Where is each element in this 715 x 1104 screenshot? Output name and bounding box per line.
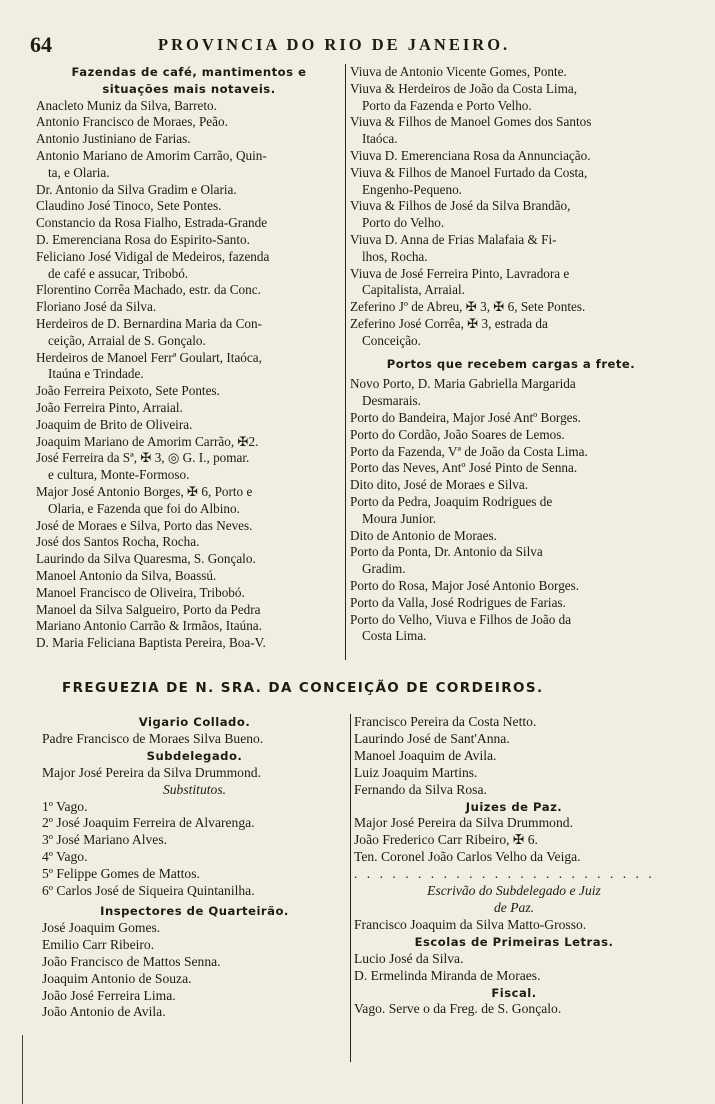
fazenda-line: José de Moraes e Silva, Porto das Neves. xyxy=(36,517,253,533)
substitutos-list xyxy=(42,799,347,900)
viuva-line: Viuva D. Emerenciana Rosa da Annunciação. xyxy=(350,147,591,163)
fazenda-line: Dr. Antonio da Silva Gradim e Olaria. xyxy=(36,181,237,197)
viuva-line: Porto da Fazenda e Porto Velho. xyxy=(362,97,532,113)
fazenda-line: e cultura, Monte-Formoso. xyxy=(48,467,190,483)
fazenda-line: Feliciano José Vidigal de Medeiros, fazenda xyxy=(36,248,270,264)
running-title: PROVINCIA DO RIO DE JANEIRO. xyxy=(158,35,511,54)
substituto-line: 5º Felippe Gomes de Mattos. xyxy=(42,866,200,882)
fazenda-line: Mariano Antonio Carrão & Irmãos, Itaúna. xyxy=(36,618,262,634)
viuva-line: Viuva de José Ferreira Pinto, Lavradora e xyxy=(350,265,570,281)
escolas-list xyxy=(354,951,674,985)
viuva-line: Viuva & Filhos de Manoel Gomes dos Santos xyxy=(350,114,592,130)
inspector-line: Fernando da Silva Rosa. xyxy=(354,781,487,797)
column-rule-bottom xyxy=(350,714,351,1062)
fazenda-line: Manoel da Silva Salgueiro, Porto da Pedra xyxy=(36,601,261,617)
fazenda-line: ceição, Arraial de S. Gonçalo. xyxy=(48,332,206,348)
fazenda-line: José dos Santos Rocha, Rocha. xyxy=(36,534,200,550)
fazenda-line: Antonio Francisco de Moraes, Peão. xyxy=(36,114,228,130)
fazenda-line: de café e assucar, Tribobó. xyxy=(48,265,189,281)
fazendas-list xyxy=(36,98,342,652)
viuva-line: Viuva de Antonio Vicente Gomes, Ponte. xyxy=(350,64,567,79)
dotted-separator: . . . . . . . . . . . . . . . . . . . . . . . . xyxy=(354,866,655,882)
fazenda-line: Manoel Antonio da Silva, Boassú. xyxy=(36,567,217,583)
fazenda-line: Floriano José da Silva. xyxy=(36,299,157,315)
viuva-line: Conceição. xyxy=(362,332,421,348)
viuva-line: Viuva D. Anna de Frias Malafaia & Fi- xyxy=(350,231,557,247)
heading-vigario: Vigario Collado. xyxy=(138,715,251,729)
fazenda-line: Herdeiros de D. Bernardina Maria da Con- xyxy=(36,315,262,331)
viuva-line: Viuva & Filhos de Manoel Furtado da Costa, xyxy=(350,164,588,180)
fazenda-line: D. Emerenciana Rosa do Espirito-Santo. xyxy=(36,231,250,247)
fazenda-line: Constancio da Rosa Fialho, Estrada-Grande xyxy=(36,215,268,231)
substituto-line: 2º José Joaquim Ferreira de Alvarenga. xyxy=(42,815,255,831)
section-title-freguezia: FREGUEZIA DE N. SRA. DA CONCEIÇÃO DE CORDEIROS. xyxy=(62,680,544,696)
fazenda-line: Joaquim de Brito de Oliveira. xyxy=(36,416,193,432)
fazenda-line: Claudino José Tinoco, Sete Pontes. xyxy=(36,198,222,214)
fazenda-line: José Ferreira da Sª, ✠ 3, ◎ G. I., pomar. xyxy=(36,450,250,466)
fazenda-line: D. Maria Feliciana Baptista Pereira, Boa-V. xyxy=(36,635,266,651)
porto-line: Moura Junior. xyxy=(362,510,436,526)
binding-edge xyxy=(0,1035,23,1104)
porto-line: Gradim. xyxy=(362,561,406,577)
fazenda-line: Florentino Corrêa Machado, estr. da Conc. xyxy=(36,282,261,298)
inspectores-continued-list xyxy=(354,714,674,799)
page-header xyxy=(30,32,690,58)
column-right-top xyxy=(350,64,672,645)
subdelegado-name: Major José Pereira da Silva Drummond. xyxy=(42,764,261,780)
heading-juizes: Juizes de Paz. xyxy=(465,799,563,814)
juiz-line: Ten. Coronel João Carlos Velho da Veiga. xyxy=(354,849,581,865)
column-left-top xyxy=(36,64,342,652)
heading-subdelegado: Subdelegado. xyxy=(146,748,243,763)
viuva-line: Zeferino José Corrêa, ✠ 3, estrada da xyxy=(350,315,548,331)
column-right-bottom xyxy=(354,714,674,1018)
portos-list xyxy=(350,376,672,645)
fazenda-line: Itaúna e Trindade. xyxy=(48,366,144,382)
heading-fazendas-line2: situações mais notaveis. xyxy=(102,81,276,96)
heading-fazendas-line1: Fazendas de café, mantimentos e xyxy=(71,65,307,79)
inspector-line: Francisco Pereira da Costa Netto. xyxy=(354,714,537,729)
viuva-line: Itaóca. xyxy=(362,131,398,147)
inspector-line: Luiz Joaquim Martins. xyxy=(354,764,478,780)
fazenda-line: Herdeiros de Manoel Ferrª Goulart, Itaóca, xyxy=(36,349,262,365)
viuva-line: Porto do Velho. xyxy=(362,215,445,231)
porto-line: Costa Lima. xyxy=(362,628,427,644)
substituto-line: 1º Vago. xyxy=(42,798,88,814)
fazenda-line: Anacleto Muniz da Silva, Barreto. xyxy=(36,97,217,113)
heading-escolas: Escolas de Primeiras Letras. xyxy=(414,934,614,949)
escola-line: Lucio José da Silva. xyxy=(354,950,464,966)
fiscal-text: Vago. Serve o da Freg. de S. Gonçalo. xyxy=(354,1001,562,1017)
fazenda-line: Olaria, e Fazenda que foi do Albino. xyxy=(48,500,240,516)
porto-line: Desmarais. xyxy=(362,393,421,409)
column-rule-top xyxy=(345,64,346,660)
inspector-line: José Joaquim Gomes. xyxy=(42,919,161,935)
inspector-line: João Antonio de Avila. xyxy=(42,1004,166,1020)
porto-line: Porto da Fazenda, Vª de João da Costa Lima. xyxy=(350,443,588,459)
page-number: 64 xyxy=(30,32,52,57)
fazenda-line: Major José Antonio Borges, ✠ 6, Porto e xyxy=(36,483,253,499)
porto-line: Porto da Ponta, Dr. Antonio da Silva xyxy=(350,544,543,560)
viuva-line: Viuva & Filhos de José da Silva Brandão, xyxy=(350,198,571,214)
heading-substitutos: Substitutos. xyxy=(162,781,227,797)
juizes-list xyxy=(354,815,674,866)
heading-escrivao-line1: Escrivão do Subdelegado e Juiz xyxy=(427,883,601,899)
porto-line: Porto do Rosa, Major José Antonio Borges. xyxy=(350,577,580,593)
column-left-bottom xyxy=(42,714,347,1021)
fazenda-line: Manoel Francisco de Oliveira, Tribobó. xyxy=(36,584,245,600)
inspector-line: Manoel Joaquim de Avila. xyxy=(354,747,497,763)
fazenda-line: Antonio Justiniano de Farias. xyxy=(36,131,191,147)
viuva-line: Capitalista, Arraial. xyxy=(362,282,465,298)
fazenda-line: Antonio Mariano de Amorim Carrão, Quin- xyxy=(36,147,267,163)
porto-line: Novo Porto, D. Maria Gabriella Margarida xyxy=(350,376,576,392)
viuva-line: lhos, Rocha. xyxy=(362,248,428,264)
inspector-line: Emilio Carr Ribeiro. xyxy=(42,936,155,952)
fazenda-line: João Ferreira Peixoto, Sete Pontes. xyxy=(36,383,220,399)
fazenda-line: João Ferreira Pinto, Arraial. xyxy=(36,399,183,415)
escola-line: D. Ermelinda Miranda de Moraes. xyxy=(354,967,541,983)
viuva-line: Zeferino Jº de Abreu, ✠ 3, ✠ 6, Sete Pontes. xyxy=(350,299,586,315)
escrivao-name: Francisco Joaquim da Silva Matto-Grosso. xyxy=(354,916,587,932)
juiz-line: Major José Pereira da Silva Drummond. xyxy=(354,815,573,831)
fazenda-line: Joaquim Mariano de Amorim Carrão, ✠2. xyxy=(36,433,259,449)
heading-portos: Portos que recebem cargas a frete. xyxy=(386,356,636,371)
vigario-name: Padre Francisco de Moraes Silva Bueno. xyxy=(42,730,264,746)
porto-line: Porto do Bandeira, Major José Antº Borges. xyxy=(350,409,581,425)
fazenda-line: ta, e Olaria. xyxy=(48,164,110,180)
viuvas-list xyxy=(350,64,672,350)
porto-line: Porto da Pedra, Joaquim Rodrigues de xyxy=(350,493,553,509)
viuva-line: Viuva & Herdeiros de João da Costa Lima, xyxy=(350,80,578,96)
fazenda-line: Laurindo da Silva Quaresma, S. Gonçalo. xyxy=(36,551,256,567)
porto-line: Porto da Valla, José Rodrigues de Farias. xyxy=(350,594,566,610)
inspector-line: Joaquim Antonio de Souza. xyxy=(42,970,192,986)
porto-line: Dito de Antonio de Moraes. xyxy=(350,527,497,543)
porto-line: Porto do Velho, Viuva e Filhos de João da xyxy=(350,611,572,627)
inspector-line: Laurindo José de Sant'Anna. xyxy=(354,730,510,746)
juiz-line: João Frederico Carr Ribeiro, ✠ 6. xyxy=(354,832,538,848)
porto-line: Porto do Cordão, João Soares de Lemos. xyxy=(350,426,565,442)
viuva-line: Engenho-Pequeno. xyxy=(362,181,462,197)
inspector-line: João José Ferreira Lima. xyxy=(42,987,176,1003)
heading-inspectores: Inspectores de Quarteirão. xyxy=(100,903,289,918)
substituto-line: 6º Carlos José de Siqueira Quintanilha. xyxy=(42,883,255,899)
heading-escrivao-line2: de Paz. xyxy=(493,899,535,915)
inspector-line: João Francisco de Mattos Senna. xyxy=(42,953,221,969)
porto-line: Dito dito, José de Moraes e Silva. xyxy=(350,477,529,493)
heading-fiscal: Fiscal. xyxy=(491,985,537,1000)
substituto-line: 3º José Mariano Alves. xyxy=(42,832,168,848)
inspectores-list xyxy=(42,920,347,1021)
substituto-line: 4º Vago. xyxy=(42,849,88,865)
porto-line: Porto das Neves, Antº José Pinto de Senna. xyxy=(350,460,578,476)
